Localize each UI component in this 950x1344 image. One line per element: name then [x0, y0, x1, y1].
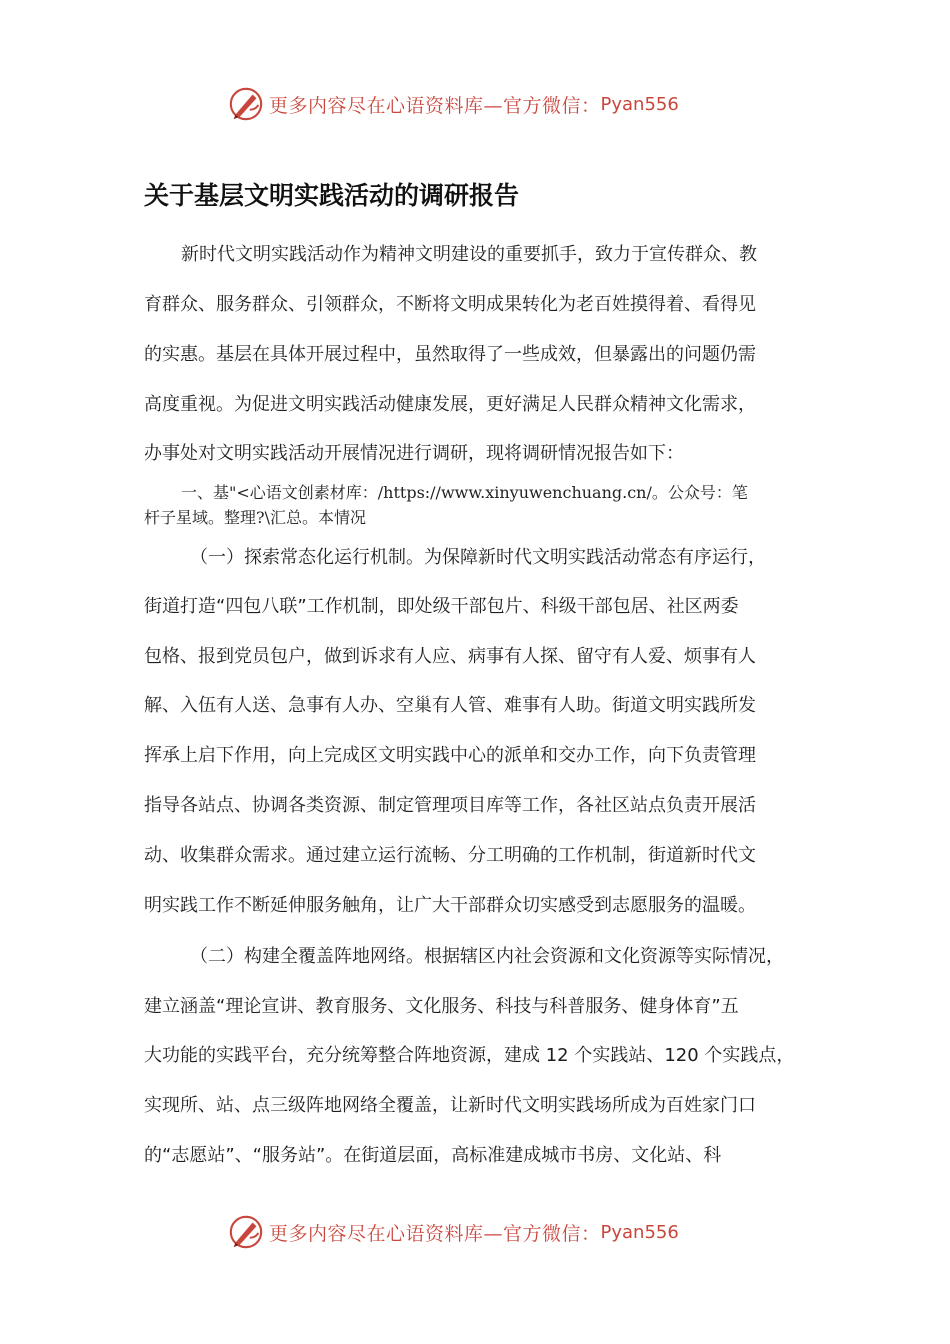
watermark-text: 更多内容尽在心语资料库—官方微信： [269, 94, 601, 117]
watermark-text: 更多内容尽在心语资料库—官方微信： [269, 1222, 601, 1245]
watermark-header [227, 82, 679, 126]
body-line: 指导各站点、协调各类资源、制定管理项目库等工作，各社区站点负责开展活 [144, 795, 756, 816]
watermark-wechat-id: Pyan556 [600, 1221, 679, 1243]
section-heading-line: 一、基"<心语文创素材库：/https://www.xinyuwenchuang.cn/。公众号：笔 [181, 483, 748, 502]
section-heading-line: 杆子星域。整理?\汇总。本情况 [144, 508, 366, 527]
body-line: 明实践工作不断延伸服务触角，让广大干部群众切实感受到志愿服务的温暖。 [144, 895, 756, 916]
body-line: 动、收集群众需求。通过建立运行流畅、分工明确的工作机制，街道新时代文 [144, 845, 756, 866]
body-line: 大功能的实践平台，充分统筹整合阵地资源，建成 12 个实践站、120 个实践点， [144, 1045, 795, 1066]
body-line: 新时代文明实践活动作为精神文明建设的重要抓手，致力于宣传群众、教 [181, 244, 757, 265]
body-line: 解、入伍有人送、急事有人办、空巢有人管、难事有人助。街道文明实践所发 [144, 695, 756, 716]
body-line: 建立涵盖“理论宣讲、教育服务、文化服务、科技与科普服务、健身体育”五 [144, 996, 739, 1017]
body-line: （一）探索常态化运行机制。为保障新时代文明实践活动常态有序运行， [190, 547, 766, 568]
body-line: 挥承上启下作用，向上完成区文明实践中心的派单和交办工作，向下负责管理 [144, 745, 756, 766]
pen-logo-icon [227, 85, 265, 123]
body-line: 实现所、站、点三级阵地网络全覆盖，让新时代文明实践场所成为百姓家门口 [144, 1095, 756, 1116]
body-line: 高度重视。为促进文明实践活动健康发展，更好满足人民群众精神文化需求， [144, 394, 756, 415]
pen-logo-icon [227, 1213, 265, 1251]
body-line: 的“志愿站”、“服务站”。在街道层面，高标准建成城市书房、文化站、科 [144, 1145, 722, 1166]
body-line: 办事处对文明实践活动开展情况进行调研，现将调研情况报告如下： [144, 443, 684, 464]
watermark-wechat-id: Pyan556 [600, 93, 679, 115]
body-line: 育群众、服务群众、引领群众，不断将文明成果转化为老百姓摸得着、看得见 [144, 294, 756, 315]
body-line: （二）构建全覆盖阵地网络。根据辖区内社会资源和文化资源等实际情况， [190, 946, 784, 967]
document-title: 关于基层文明实践活动的调研报告 [144, 181, 520, 210]
body-line: 街道打造“四包八联”工作机制，即处级干部包片、科级干部包居、社区两委 [144, 596, 739, 617]
body-line: 包格、报到党员包户，做到诉求有人应、病事有人探、留守有人爱、烦事有人 [144, 646, 756, 667]
body-line: 的实惠。基层在具体开展过程中，虽然取得了一些成效，但暴露出的问题仍需 [144, 344, 756, 365]
watermark-footer [227, 1210, 679, 1254]
